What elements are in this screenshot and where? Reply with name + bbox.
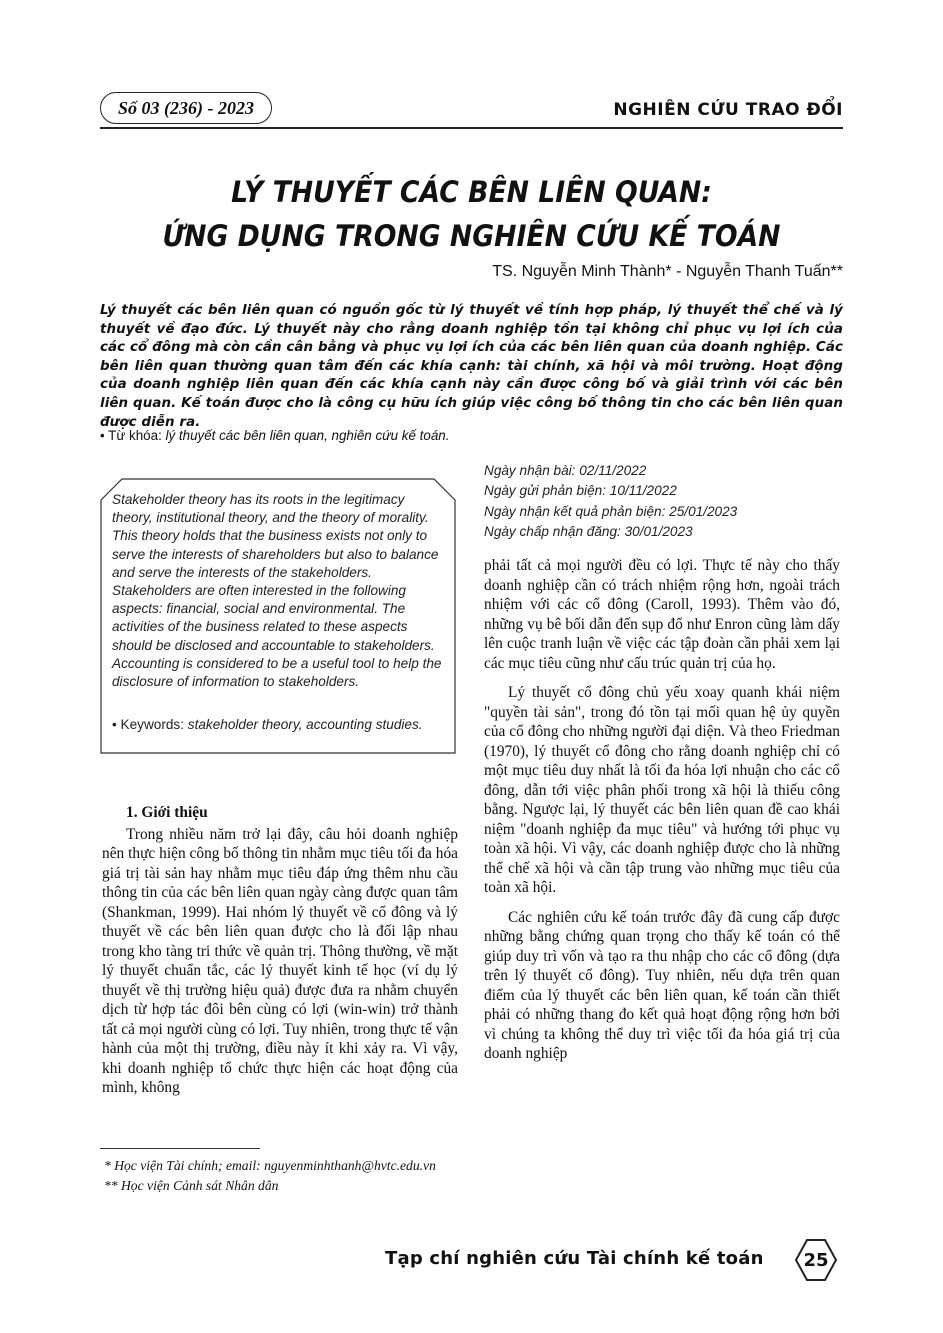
date-received: Ngày nhận bài: 02/11/2022 [484, 463, 647, 478]
body-paragraph: phải tất cả mọi người đều có lợi. Thực tế này cho thấy doanh nghiệp cần có trách nhiệm rộng hơn, ngoài trách nhiệm với các cổ đông (Caroll, 1993). Thêm vào đó, những vụ bê bối dẫn đến sụp đổ như Enron cũng làm dấy lên cuộc tranh luận về việc các tập đoàn cần phải xem lại các mục tiêu cũng như cấu trúc quản trị của họ. [484, 557, 840, 672]
title-line-2: ỨNG DỤNG TRONG NGHIÊN CỨU KẾ TOÁN [162, 219, 781, 253]
keywords-en-value: stakeholder theory, accounting studies. [187, 717, 423, 732]
page-number: 25 [803, 1249, 829, 1271]
section-label: NGHIÊN CỨU TRAO ĐỔI [613, 100, 843, 120]
footnote-1: * Học viện Tài chính; email: nguyenminhthanh@hvtc.edu.vn [104, 1158, 436, 1173]
date-accepted: Ngày chấp nhận đăng: 30/01/2023 [484, 523, 693, 539]
body-paragraph: Trong nhiều năm trở lại đây, câu hỏi doanh nghiệp nên thực hiện công bố thông tin nhằm mục tiêu tối đa hóa giá trị tài sản hay nhằm mục tiêu đáp ứng thêm nhu cầu thông tin của các bên liên quan ngày càng được quan tâm (Shankman, 1999). Hai nhóm lý thuyết về cổ đông và lý thuyết về các bên liên quan được cho là đối lập nhau trong kho tàng tri thức về quản trị. Thông thường, về mặt lý thuyết chuẩn tắc, các lý thuyết kinh tế học (ví dụ lý thuyết về thị trường hiệu quả) được đưa ra nhằm chuyển dịch từ hợp tác đôi bên cùng có lợi (win-win) trở thành tất cả mọi người cùng có lợi. Tuy nhiên, trong thực tế vận hành của một thị trường, điều này ít khi xảy ra. Vì vậy, khi doanh nghiệp tổ chức thực hiện các hoạt động của mình, không [102, 825, 458, 1096]
footnote-divider [100, 1148, 260, 1149]
journal-name: Tạp chí nghiên cứu Tài chính kế toán [385, 1248, 764, 1269]
body-right-column [484, 556, 840, 1074]
title-line-1: LÝ THUYẾT CÁC BÊN LIÊN QUAN: [231, 175, 712, 209]
body-left-column [102, 803, 458, 1108]
keywords-en [112, 716, 432, 734]
footnotes [104, 1156, 436, 1196]
date-review-result: Ngày nhận kết quả phản biện: 25/01/2023 [484, 503, 738, 519]
abstract-vi: Lý thuyết các bên liên quan có nguồn gốc từ lý thuyết về tính hợp pháp, lý thuyết thể chế và lý thuyết về đạo đức. Lý thuyết này cho rằng doanh nghiệp tồn tại không chỉ phục vụ lợi ích của các cổ đông mà còn cần cân bằng và phục vụ lợi ích của các bên liên quan của doanh nghiệp. Các bên liên quan thường quan tâm đến các khía cạnh: tài chính, xã hội và môi trường. Hoạt động của doanh nghiệp liên quan đến các khía cạnh này cần được công bố và giải trình với các bên liên quan. Kế toán được cho là công cụ hữu ích giúp việc công bố thông tin cho các bên liên quan được diễn ra. [100, 303, 844, 430]
article-dates [484, 461, 737, 542]
abstract-en: Stakeholder theory has its roots in the legitimacy theory, institutional theory, and the theory of morality. This theory holds that the business exists not only to serve the interests of shareholders but also to balance and serve the interests of the stakeholders. Stakeholders are often interested in the following aspects: financial, social and environmental. The activities of the business related to these aspects should be disclosed and accountable to stakeholders. Accounting is considered to be a useful tool to help the disclosure of information to stakeholders. [112, 492, 442, 690]
keywords-vi-value: lý thuyết các bên liên quan, nghiên cứu kế toán. [165, 428, 450, 443]
body-paragraph: Lý thuyết cổ đông chủ yếu xoay quanh khái niệm "quyền tài sản", trong đó tồn tại mối quan hệ ủy quyền của cổ đông cho những người đại diện. Và theo Friedman (1970), lý thuyết cổ đông cho rằng doanh nghiệp chỉ có một mục tiêu duy nhất là tối đa hóa lợi nhuận cho các cổ đông, dẫn tới việc phân phối trong xã hội là thiếu công bằng. Ngược lại, lý thuyết các bên liên quan đề cao khái niệm "doanh nghiệp đa mục tiêu" và hướng tới phục vụ toàn xã hội. Vì vậy, các doanh nghiệp được cho là những thể chế xã hội và cần tập trung vào những mục tiêu của toàn xã hội. [484, 684, 840, 896]
keywords-vi [100, 428, 449, 443]
issue-badge: Số 03 (236) - 2023 [100, 92, 272, 124]
body-paragraph: Các nghiên cứu kế toán trước đây đã cung cấp được những bằng chứng quan trọng cho thấy kế toán có thể giúp duy trì vốn và tạo ra thu nhập cho các cổ đông (dựa trên lý thuyết cổ đông). Tuy nhiên, nếu dựa trên quan điểm của lý thuyết các bên liên quan, kế toán cần thiết phải có những thang đo kết quả hoạt động rộng hơn bởi vì chúng ta không thể duy trì việc tối đa hóa giá trị của doanh nghiệp [484, 908, 840, 1062]
section-heading: 1. Giới thiệu [126, 804, 208, 821]
header-divider [100, 127, 843, 129]
article-title [130, 170, 814, 258]
date-sent-review: Ngày gửi phản biện: 10/11/2022 [484, 483, 677, 499]
footnote-2: ** Học viện Cảnh sát Nhân dân [104, 1178, 279, 1193]
keywords-en-label: • Keywords: [112, 717, 188, 732]
keywords-vi-label: • Từ khóa: [100, 428, 166, 443]
authors: TS. Nguyễn Minh Thành* - Nguyễn Thanh Tuấn** [492, 263, 843, 280]
